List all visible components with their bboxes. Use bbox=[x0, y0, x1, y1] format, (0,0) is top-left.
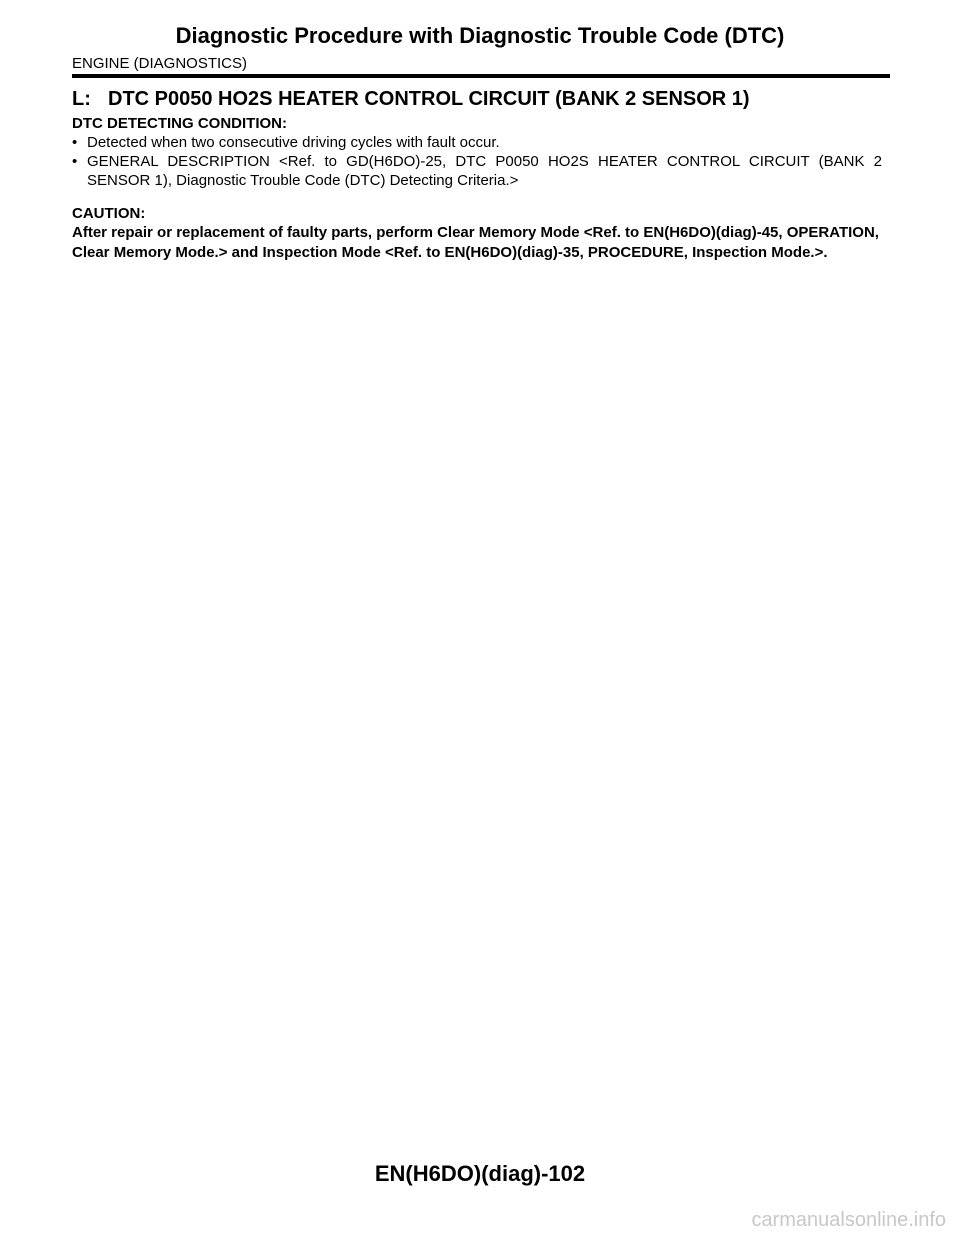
caution-label: CAUTION: bbox=[72, 205, 146, 222]
bullet-icon: • bbox=[72, 153, 78, 170]
page-title: Diagnostic Procedure with Diagnostic Trouble Code (DTC) bbox=[175, 23, 785, 48]
detecting-condition-label: DTC DETECTING CONDITION: bbox=[72, 115, 287, 132]
section-title: DTC P0050 HO2S HEATER CONTROL CIRCUIT (BANK 2 SENSOR 1) bbox=[108, 88, 750, 110]
list-item bbox=[72, 133, 882, 152]
detecting-condition-list bbox=[72, 133, 882, 190]
list-item bbox=[72, 152, 882, 190]
bullet-text-reference: GENERAL DESCRIPTION <Ref. to GD(H6DO)-25, DTC P0050 HO2S HEATER CONTROL CIRCUIT (BANK 2 SENSOR 1), Diagnostic Trouble Code (DTC) Detecting Criteria.> bbox=[87, 153, 882, 189]
section-category: ENGINE (DIAGNOSTICS) bbox=[72, 55, 248, 72]
bullet-icon: • bbox=[72, 134, 78, 151]
section-letter: L: bbox=[72, 88, 91, 110]
bullet-text: Detected when two consecutive driving cycles with fault occur. bbox=[87, 134, 500, 151]
caution-block bbox=[72, 204, 882, 263]
page-content bbox=[72, 86, 882, 263]
section-heading bbox=[72, 86, 882, 112]
caution-text: After repair or replacement of faulty parts, perform Clear Memory Mode <Ref. to EN(H6DO)(diag)-45, OPERATION, Clear Memory Mode.> and Inspection Mode <Ref. to EN(H6DO)(diag)-35, PROCEDURE, Inspection Mode.>. bbox=[72, 224, 879, 261]
watermark: carmanualsonline.info bbox=[751, 1209, 946, 1231]
page-number: EN(H6DO)(diag)-102 bbox=[374, 1161, 586, 1186]
header-divider bbox=[72, 74, 890, 78]
